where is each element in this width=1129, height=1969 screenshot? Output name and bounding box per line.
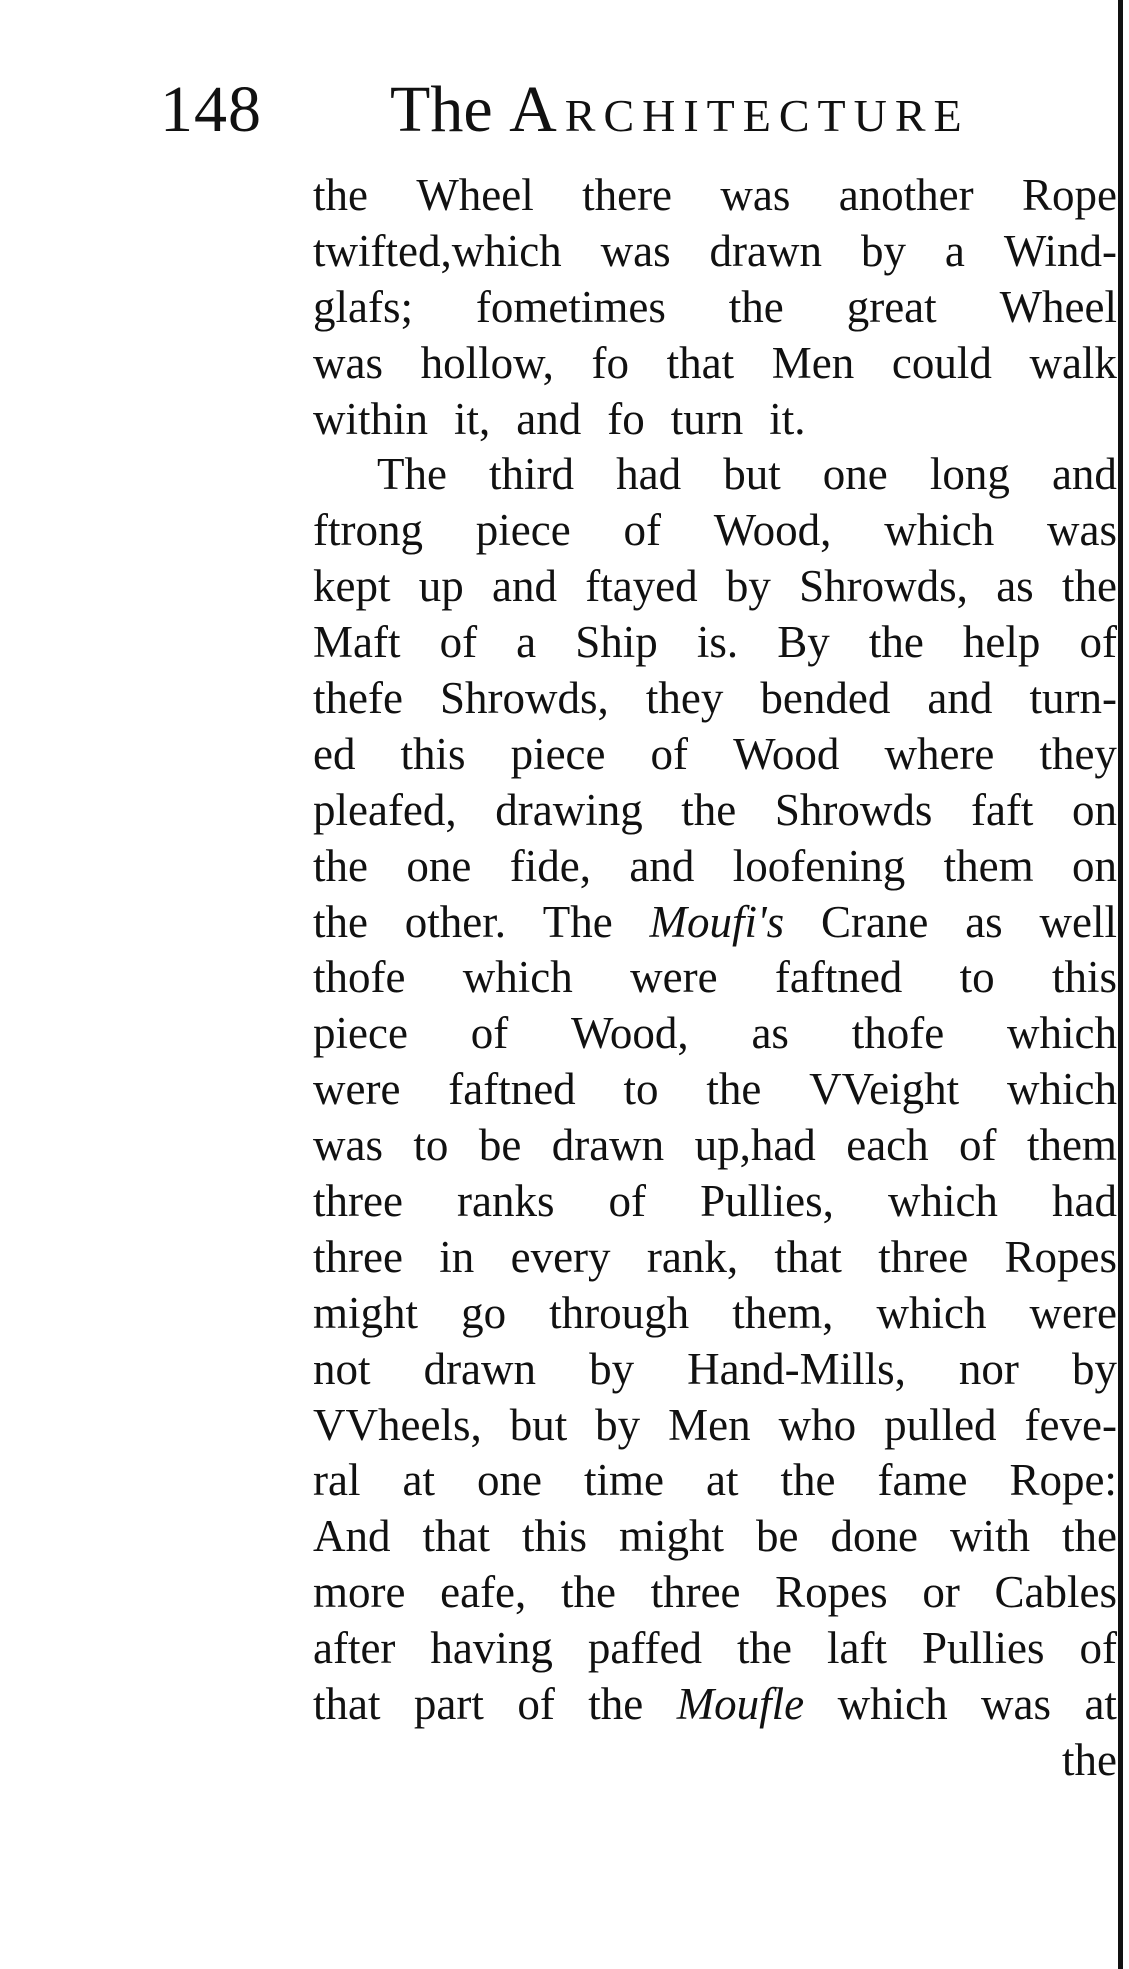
word: which xyxy=(876,1287,987,1338)
word: they xyxy=(1039,728,1117,779)
word: where xyxy=(884,728,995,779)
word: to xyxy=(413,1120,449,1171)
text-line xyxy=(313,1286,1117,1342)
word: the xyxy=(681,784,737,835)
word: The xyxy=(377,449,447,500)
word-italic: Moufi's xyxy=(649,896,785,947)
text-line xyxy=(313,1565,1117,1621)
word: Shrowds xyxy=(774,784,933,835)
word: faftned xyxy=(774,952,903,1003)
catchword-line xyxy=(313,1733,1117,1789)
word: rank, xyxy=(646,1231,739,1282)
word: is. xyxy=(696,617,739,668)
word: which xyxy=(1007,1064,1117,1115)
word: was xyxy=(1047,505,1117,556)
word: piece xyxy=(313,1008,408,1059)
word: turn xyxy=(670,393,744,444)
text-line xyxy=(313,1118,1117,1174)
text-line xyxy=(313,1062,1117,1118)
word: the xyxy=(706,1064,762,1115)
text-line xyxy=(313,336,1117,392)
word: and xyxy=(491,561,557,612)
text-line xyxy=(313,615,1117,671)
word: the xyxy=(868,617,924,668)
word: twifted,which xyxy=(313,225,562,276)
word: a xyxy=(516,617,537,668)
word: as xyxy=(965,896,1003,947)
word: up xyxy=(418,561,464,612)
word: of xyxy=(517,1679,555,1730)
word: one xyxy=(406,840,472,891)
running-title-initial: The xyxy=(390,73,493,146)
word: great xyxy=(846,281,937,332)
word: Shrowds, xyxy=(440,673,609,724)
word: were xyxy=(313,1064,401,1115)
text-line xyxy=(313,224,1117,280)
running-title xyxy=(390,70,970,150)
word: the xyxy=(313,170,368,220)
word: Ropes xyxy=(1004,1231,1117,1282)
word: the xyxy=(588,1679,644,1730)
word: faft xyxy=(970,784,1034,835)
word: having xyxy=(430,1623,553,1674)
word: could xyxy=(891,337,992,388)
word: by xyxy=(860,225,906,276)
word: that xyxy=(313,1679,381,1730)
word: of xyxy=(608,1176,647,1227)
word: not xyxy=(313,1343,371,1394)
word: and xyxy=(927,673,993,724)
word: ftrong xyxy=(313,505,423,556)
word: this xyxy=(521,1511,588,1562)
word: the xyxy=(728,281,784,332)
text-line xyxy=(313,950,1117,1006)
word: one xyxy=(476,1455,542,1506)
word: by xyxy=(595,1399,641,1450)
word: the xyxy=(313,840,368,891)
word: drawn xyxy=(551,1120,665,1171)
word: within xyxy=(313,393,429,444)
word: long xyxy=(929,449,1010,500)
text-line xyxy=(313,1174,1117,1230)
word: which xyxy=(887,1176,998,1227)
word: on xyxy=(1072,784,1117,835)
word: and xyxy=(629,840,695,891)
word: by xyxy=(1071,1343,1117,1394)
word: through xyxy=(549,1287,690,1338)
word: of xyxy=(623,505,661,556)
word: hollow, xyxy=(420,337,554,388)
word: fo xyxy=(591,337,630,388)
word: which xyxy=(884,505,995,556)
word: be xyxy=(756,1511,799,1562)
text-line xyxy=(313,447,1117,503)
word: drawn xyxy=(423,1343,537,1394)
word: pulled xyxy=(884,1399,997,1450)
word: had xyxy=(1052,1176,1117,1227)
word: Cables xyxy=(994,1567,1117,1618)
word: by xyxy=(725,561,771,612)
word: The xyxy=(542,896,613,947)
text-line xyxy=(313,1342,1117,1398)
word: and xyxy=(516,393,582,444)
word: a xyxy=(944,225,965,276)
word: which xyxy=(837,1679,948,1730)
word: feve- xyxy=(1024,1399,1117,1450)
text-line xyxy=(313,1398,1117,1454)
word: but xyxy=(509,1399,568,1450)
text-line xyxy=(313,839,1117,895)
word: ed xyxy=(313,728,356,779)
word: who xyxy=(778,1399,857,1450)
word: or xyxy=(922,1567,960,1618)
word: that xyxy=(774,1231,842,1282)
word-italic: Moufle xyxy=(676,1679,805,1730)
word: the xyxy=(1062,1511,1117,1562)
text-line xyxy=(313,895,1117,951)
text-line xyxy=(313,727,1117,783)
word: Men xyxy=(668,1399,751,1450)
word: done xyxy=(830,1511,918,1562)
word: every xyxy=(510,1231,611,1282)
word: to xyxy=(959,952,995,1003)
word: Wheel xyxy=(999,281,1117,332)
word: of xyxy=(1079,1623,1117,1674)
word: Rope: xyxy=(1009,1455,1117,1506)
word: at xyxy=(1084,1679,1117,1730)
word: nor xyxy=(958,1343,1019,1394)
word: Shrowds, xyxy=(799,561,968,612)
word: that xyxy=(666,337,735,388)
word: Pullies xyxy=(921,1623,1045,1674)
word: the xyxy=(560,1567,616,1618)
word: of xyxy=(650,728,689,779)
word: of xyxy=(959,1120,997,1171)
word: bended xyxy=(760,673,891,724)
word: ral xyxy=(313,1455,361,1506)
word: part xyxy=(413,1679,484,1730)
word: them xyxy=(1026,1120,1117,1171)
word: with xyxy=(950,1511,1031,1562)
word: Rope xyxy=(1021,170,1117,220)
page-number: 148 xyxy=(160,73,262,146)
word: Men xyxy=(771,337,855,388)
word: By xyxy=(777,617,830,668)
word: fo xyxy=(607,393,645,444)
word: which xyxy=(462,952,573,1003)
word: the xyxy=(737,1623,792,1674)
word: help xyxy=(962,617,1041,668)
word: thefe xyxy=(313,673,403,724)
word: glafs; xyxy=(313,281,413,332)
word: there xyxy=(582,170,673,220)
word: fame xyxy=(877,1455,968,1506)
word: VVheels, xyxy=(313,1399,482,1450)
word: Wheel xyxy=(416,170,534,220)
word: might xyxy=(619,1511,725,1562)
word: fide, xyxy=(509,840,591,891)
word: but xyxy=(723,449,781,500)
running-head xyxy=(160,70,1060,150)
word: this xyxy=(400,728,466,779)
word: another xyxy=(838,170,974,220)
word: after xyxy=(313,1623,396,1674)
word: and xyxy=(1051,449,1117,500)
word: eafe, xyxy=(440,1567,527,1618)
word: Hand-Mills, xyxy=(687,1343,906,1394)
word: kept xyxy=(313,561,391,612)
text-line xyxy=(313,559,1117,615)
word: ranks xyxy=(457,1176,555,1227)
word: three xyxy=(313,1176,403,1227)
word: time xyxy=(583,1455,664,1506)
word: Crane xyxy=(820,896,929,947)
word: piece xyxy=(510,728,606,779)
word: faftned xyxy=(448,1064,576,1115)
catchword: the xyxy=(1062,1734,1117,1785)
word: Wood xyxy=(733,728,840,779)
word: of xyxy=(1079,617,1117,668)
word: it. xyxy=(769,393,806,444)
word: loofening xyxy=(732,840,906,891)
word: them, xyxy=(732,1287,834,1338)
word: drawing xyxy=(495,784,643,835)
word: this xyxy=(1051,952,1117,1003)
word: was xyxy=(981,1679,1051,1730)
word: Wood, xyxy=(571,1008,689,1059)
word: Wood, xyxy=(713,505,832,556)
word: Ship xyxy=(575,617,658,668)
word: Maft xyxy=(313,617,401,668)
word: was xyxy=(313,1120,383,1171)
word: And xyxy=(313,1511,391,1562)
word: third xyxy=(489,449,575,500)
text-line xyxy=(313,1006,1117,1062)
word: were xyxy=(630,952,718,1003)
word: was xyxy=(720,170,791,220)
word: thofe xyxy=(313,952,406,1003)
word: at xyxy=(402,1455,435,1506)
word: of xyxy=(439,617,478,668)
body-text xyxy=(313,168,1117,1789)
word: that xyxy=(422,1511,490,1562)
word: had xyxy=(616,449,682,500)
text-line xyxy=(313,1230,1117,1286)
text-line xyxy=(313,1453,1117,1509)
word: thofe xyxy=(851,1008,945,1059)
word: VVeight xyxy=(809,1064,960,1115)
word: as xyxy=(996,561,1034,612)
word: up,had xyxy=(694,1120,816,1171)
word: pleafed, xyxy=(313,784,457,835)
word: was xyxy=(600,225,671,276)
text-line xyxy=(313,1509,1117,1565)
word: drawn xyxy=(709,225,823,276)
word: Pullies, xyxy=(700,1176,834,1227)
word: they xyxy=(645,673,724,724)
word: walk xyxy=(1029,337,1117,388)
page-edge-rule xyxy=(1118,0,1123,1969)
word: were xyxy=(1029,1287,1117,1338)
word: by xyxy=(589,1343,635,1394)
word: three xyxy=(878,1231,969,1282)
word: Wind- xyxy=(1003,225,1117,276)
word: piece xyxy=(475,505,571,556)
word: was xyxy=(313,337,383,388)
word: to xyxy=(623,1064,659,1115)
word: Ropes xyxy=(775,1567,888,1618)
text-line xyxy=(313,168,1117,224)
word: as xyxy=(751,1008,789,1059)
word: turn- xyxy=(1029,673,1117,724)
word: well xyxy=(1039,896,1117,947)
word: ftayed xyxy=(585,561,698,612)
word: more xyxy=(313,1567,406,1618)
word: paffed xyxy=(587,1623,703,1674)
word: it, xyxy=(454,393,491,444)
word: go xyxy=(461,1287,507,1338)
word: at xyxy=(705,1455,739,1506)
word: of xyxy=(470,1008,509,1059)
word: the xyxy=(313,896,368,947)
word: in xyxy=(439,1231,475,1282)
text-line xyxy=(313,1677,1117,1733)
word: laft xyxy=(827,1623,887,1674)
text-line xyxy=(313,1621,1117,1677)
word: one xyxy=(822,449,888,500)
word: on xyxy=(1071,840,1117,891)
running-title-rest: Architecture xyxy=(509,73,970,146)
text-line xyxy=(313,783,1117,839)
word: be xyxy=(478,1120,522,1171)
word: which xyxy=(1007,1008,1117,1059)
word: the xyxy=(1061,561,1117,612)
text-line xyxy=(313,503,1117,559)
word: three xyxy=(650,1567,741,1618)
word: them xyxy=(943,840,1034,891)
word: fometimes xyxy=(475,281,666,332)
text-line xyxy=(313,392,1117,448)
text-line xyxy=(313,280,1117,336)
word: other. xyxy=(404,896,506,947)
word: three xyxy=(313,1231,403,1282)
word: the xyxy=(780,1455,836,1506)
text-line xyxy=(313,671,1117,727)
word: each xyxy=(846,1120,929,1171)
word: might xyxy=(313,1287,419,1338)
